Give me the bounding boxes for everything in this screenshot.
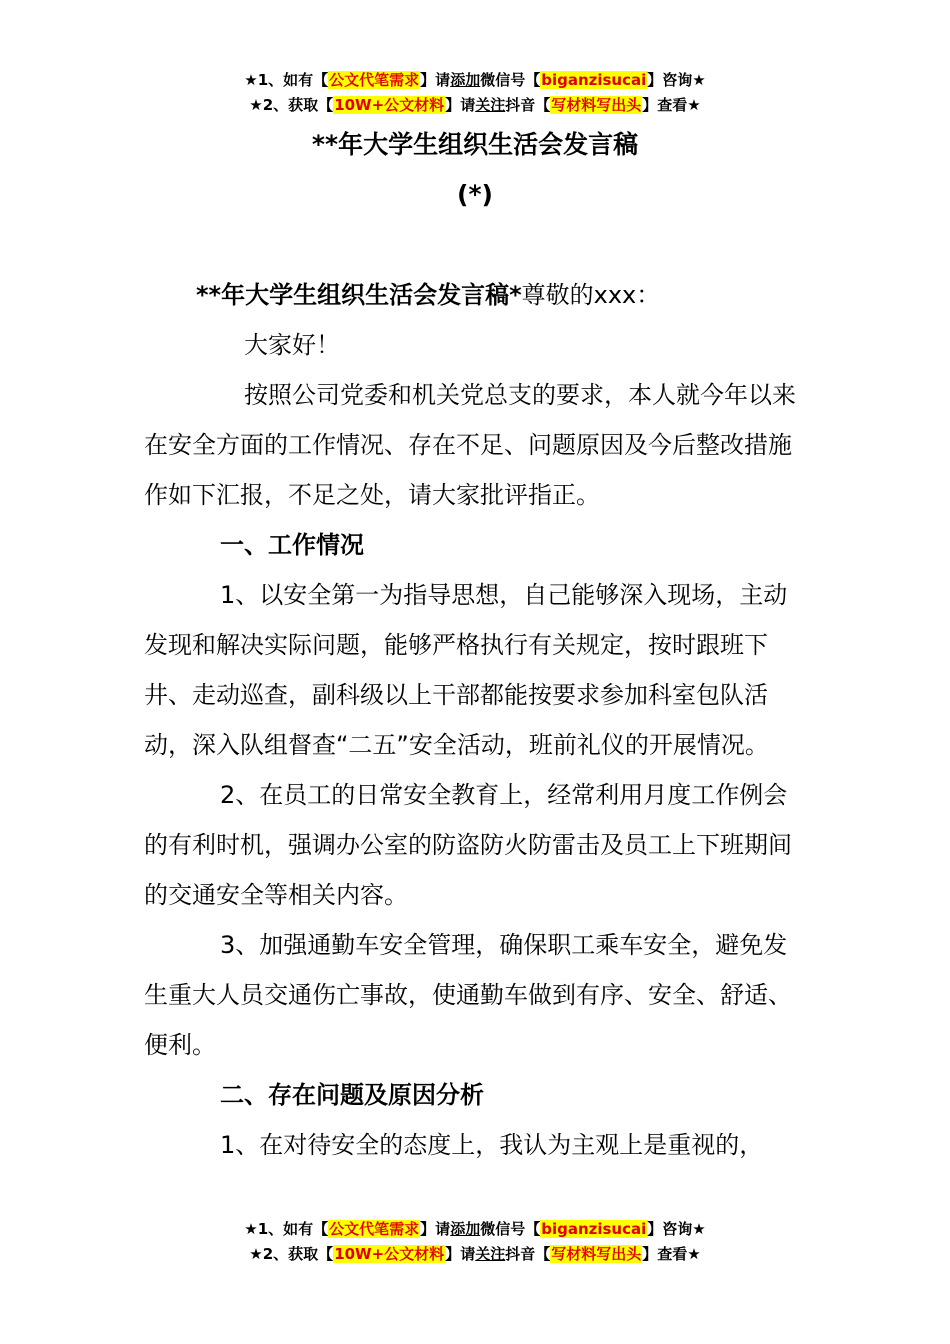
promo-text: ★2、获取【 <box>249 1245 334 1263</box>
promo-text: 】咨询★ <box>647 71 706 89</box>
promo-text: 】请 <box>420 1220 451 1238</box>
promo-highlight: 10W+公文材料 <box>334 1245 445 1263</box>
promo-highlight: 写材料写出头 <box>551 96 642 114</box>
promo-underline: 添加 <box>450 71 481 89</box>
opening-line <box>144 270 808 320</box>
promo-underline: 关注 <box>475 96 506 114</box>
promo-text: 】查看★ <box>642 1245 701 1263</box>
promo-line-2-top <box>0 94 950 116</box>
document-title: **年大学生组织生活会发言稿 <box>311 130 639 159</box>
promo-text: 抖音【 <box>505 1245 551 1263</box>
section-1-title: 一、工作情况 <box>220 531 364 559</box>
section-1-item-3: 3、加强通勤车安全管理，确保职工乘车安全，避免发生重大人员交通伤亡事故，使通勤车做到有序、安全、舒适、便利。 <box>144 931 792 1059</box>
promo-text: 微信号【 <box>480 1220 541 1238</box>
promo-text: 微信号【 <box>480 71 541 89</box>
promo-wechat-id: biganzisucai <box>541 1220 647 1238</box>
greeting: 大家好！ <box>244 331 340 359</box>
promo-underline: 关注 <box>475 1245 506 1263</box>
section-2-item-1: 1、在对待安全的态度上，我认为主观上是重视的， <box>220 1131 764 1159</box>
promo-text: 】请 <box>445 1245 476 1263</box>
promo-line-2-bottom <box>0 1243 950 1265</box>
promo-text: ★1、如有【 <box>244 71 329 89</box>
repeated-title: **年大学生组织生活会发言稿* <box>196 281 522 309</box>
promo-text: ★2、获取【 <box>249 96 334 114</box>
promo-text: 】查看★ <box>642 96 701 114</box>
document-body <box>144 270 808 1170</box>
promo-line-1-bottom <box>0 1218 950 1240</box>
promo-text: 抖音【 <box>505 96 551 114</box>
salutation: 尊敬的xxx： <box>521 281 661 309</box>
promo-text: 】咨询★ <box>647 1220 706 1238</box>
promo-text: 】请 <box>420 71 451 89</box>
promo-text: 】请 <box>445 96 476 114</box>
promo-line-1-top <box>0 69 950 91</box>
promo-highlight: 写材料写出头 <box>551 1245 642 1263</box>
document-subtitle: (*) <box>457 180 493 209</box>
intro-paragraph: 按照公司党委和机关党总支的要求，本人就今年以来在安全方面的工作情况、存在不足、问题原因及今后整改措施作如下汇报，不足之处，请大家批评指正。 <box>144 381 796 509</box>
promo-highlight: 公文代笔需求 <box>329 1220 420 1238</box>
section-1-item-2: 2、在员工的日常安全教育上，经常利用月度工作例会的有利时机，强调办公室的防盗防火防雷击及员工上下班期间的交通安全等相关内容。 <box>144 781 792 909</box>
section-1-item-1: 1、以安全第一为指导思想，自己能够深入现场，主动发现和解决实际问题，能够严格执行有关规定，按时跟班下井、走动巡查，副科级以上干部都能按要求参加科室包队活动，深入队组督查“二五”安全活动，班前礼仪的开展情况。 <box>144 581 788 759</box>
promo-underline: 添加 <box>450 1220 481 1238</box>
section-2-title: 二、存在问题及原因分析 <box>220 1081 484 1109</box>
promo-highlight: 10W+公文材料 <box>334 96 445 114</box>
promo-highlight: 公文代笔需求 <box>329 71 420 89</box>
promo-text: ★1、如有【 <box>244 1220 329 1238</box>
promo-wechat-id: biganzisucai <box>541 71 647 89</box>
